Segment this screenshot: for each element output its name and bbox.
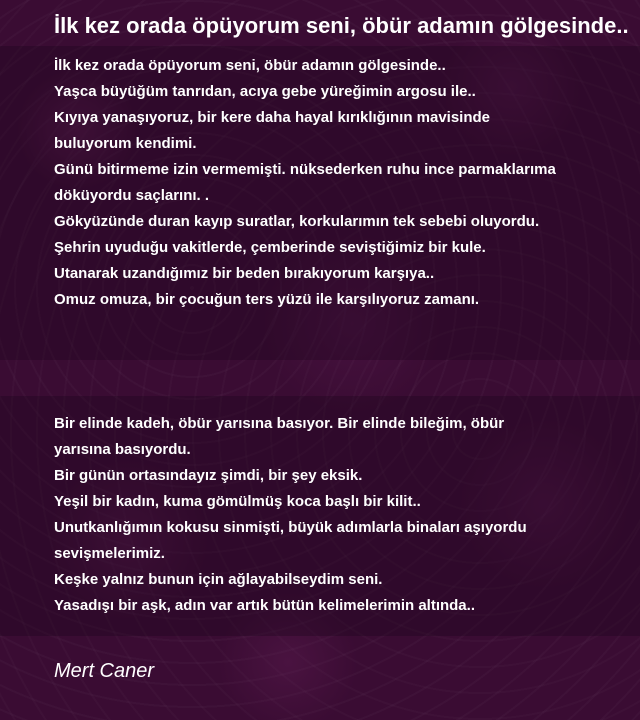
poem-line: Unutkanlığımın kokusu sinmişti, büyük adımlarla binaları aşıyordu — [54, 519, 527, 536]
poem-line: Günü bitirmeme izin vermemişti. nüksederken ruhu ince parmaklarıma — [54, 161, 556, 178]
poem-line: sevişmelerimiz. — [54, 545, 165, 562]
poem-line: Bir günün ortasındayız şimdi, bir şey eksik. — [54, 467, 363, 484]
poem-title: İlk kez orada öpüyorum seni, öbür adamın gölgesinde.. — [54, 13, 629, 38]
poem-line: yarısına basıyordu. — [54, 441, 191, 458]
stanza-2 — [54, 411, 614, 619]
poem-line: buluyorum kendimi. — [54, 135, 197, 152]
poem-author: Mert Caner — [54, 660, 155, 682]
poem-line: döküyordu saçlarını. . — [54, 187, 210, 204]
poem-line: Gökyüzünde duran kayıp suratlar, korkularımın tek sebebi oluyordu. — [54, 213, 540, 230]
poem-line: Yasadışı bir aşk, adın var artık bütün kelimelerimin altında.. — [54, 597, 475, 614]
poem-line: Omuz omuza, bir çocuğun ters yüzü ile karşılıyoruz zamanı. — [54, 291, 480, 308]
poem-line: Keşke yalnız bunun için ağlayabilseydim seni. — [54, 571, 383, 588]
poem-line: Utanarak uzandığımız bir beden bırakıyorum karşıya.. — [54, 265, 435, 282]
poem-line: Yaşca büyüğüm tanrıdan, acıya gebe yüreğimin argosu ile.. — [54, 83, 476, 100]
poem-line: Yeşil bir kadın, kuma gömülmüş koca başlı bir kilit.. — [54, 493, 421, 510]
poem-line: Bir elinde kadeh, öbür yarısına basıyor. Bir elinde bileğim, öbür — [54, 415, 505, 432]
stanza-1 — [54, 53, 614, 313]
poem-line: İlk kez orada öpüyorum seni, öbür adamın gölgesinde.. — [54, 57, 446, 74]
poem-line: Şehrin uyuduğu vakitlerde, çemberinde seviştiğimiz bir kule. — [54, 239, 486, 256]
poem-line: Kıyıya yanaşıyoruz, bir kere daha hayal kırıklığının mavisinde — [54, 109, 491, 126]
